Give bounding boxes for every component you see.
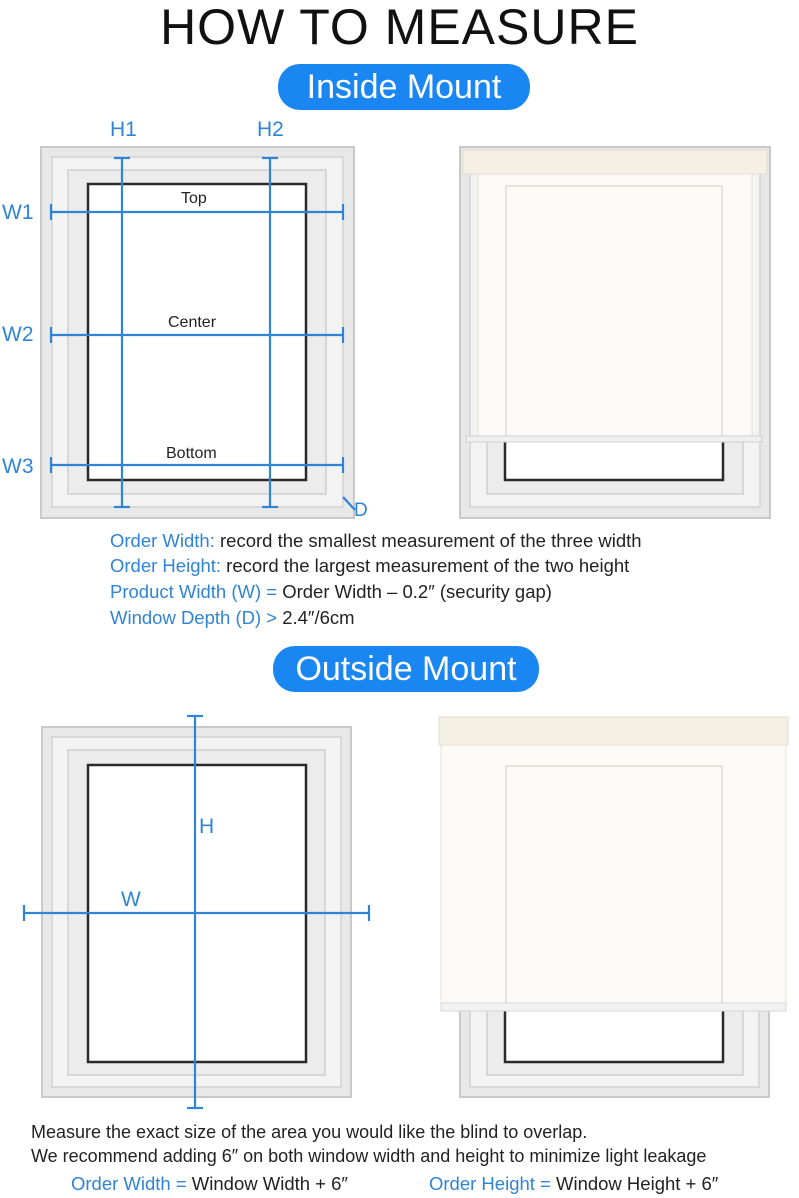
outside-note-1: Measure the exact size of the area you would like the blind to overlap.	[31, 1122, 588, 1142]
outside-note-2: We recommend adding 6″ on both window width and height to minimize light leakage	[31, 1146, 707, 1166]
label-w3: W3	[2, 455, 34, 478]
label-h1: H1	[110, 118, 137, 141]
note-product-width	[110, 581, 552, 603]
note-key: Order Height:	[110, 555, 222, 576]
note-text: Window Height + 6″	[550, 1173, 719, 1194]
outside-mount-heading: Outside Mount	[273, 646, 539, 692]
note-order-height	[110, 555, 629, 577]
page-title: HOW TO MEASURE	[160, 0, 639, 55]
note-text: Window Width + 6″	[186, 1173, 348, 1194]
label-h2: H2	[257, 118, 284, 141]
outside-window-right	[439, 717, 788, 1097]
label-w2: W2	[2, 323, 34, 346]
note-text: Order Width – 0.2″ (security gap)	[277, 581, 552, 602]
label-w: W	[121, 888, 141, 911]
note-window-depth	[110, 607, 355, 629]
label-bottom: Bottom	[166, 445, 217, 462]
label-d: D	[354, 500, 368, 521]
inside-window-right	[460, 147, 770, 518]
label-top: Top	[181, 190, 207, 207]
note-key: Order Width:	[110, 530, 215, 551]
note-text: 2.4″/6cm	[277, 607, 355, 628]
note-key: Product Width (W) =	[110, 581, 278, 602]
outside-order-height	[429, 1173, 718, 1195]
label-center: Center	[168, 314, 217, 331]
note-key: Order Height =	[429, 1173, 551, 1194]
note-order-width	[110, 530, 642, 552]
inside-mount-heading: Inside Mount	[278, 64, 530, 110]
note-key: Order Width =	[71, 1173, 187, 1194]
note-text: record the largest measurement of the two height	[221, 555, 630, 576]
note-text: record the smallest measurement of the three width	[214, 530, 642, 551]
label-w1: W1	[2, 201, 34, 224]
note-key: Window Depth (D) >	[110, 607, 278, 628]
label-h: H	[199, 815, 215, 838]
outside-order-width	[71, 1173, 348, 1195]
